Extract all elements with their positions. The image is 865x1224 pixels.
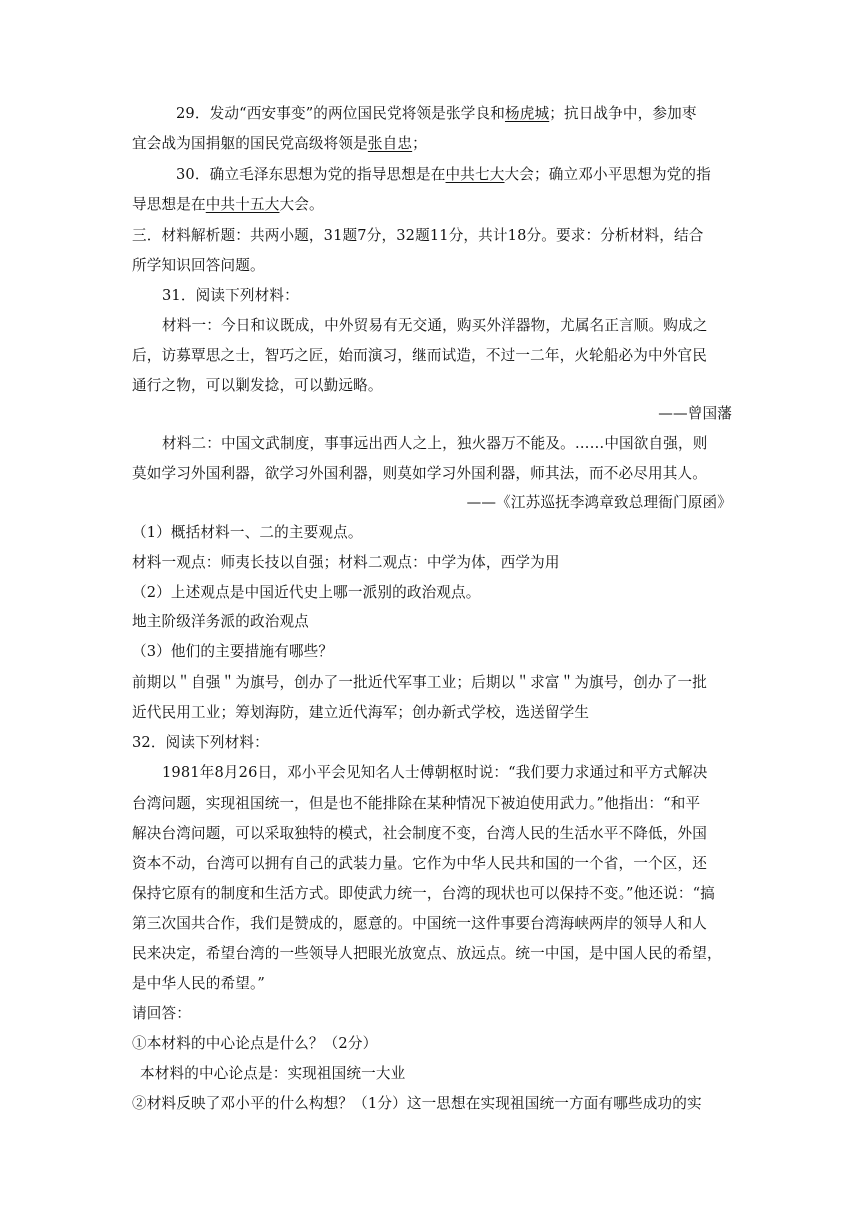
q30-line-2: [132, 195, 732, 215]
section3-heading-cont: 所学知识回答问题。: [132, 257, 265, 274]
q30-text-c: 大会；确立邓小平思想为党的指: [504, 166, 711, 183]
q31-material2-source: ——《江苏巡抚李鸿章致总理衙门原函》: [466, 494, 732, 511]
q31-sub1-answer: 材料一观点：师夷长技以自强；材料二观点：中学为体，西学为用: [132, 554, 560, 571]
q30-answer-2: 中共十五大: [205, 196, 280, 213]
q32-sub1-answer: 本材料的中心论点是：实现祖国统一大业: [140, 1065, 406, 1082]
q30-text-d: 导思想是在: [132, 196, 206, 213]
q29-line-2: [132, 134, 732, 154]
q32-paragraph-line-7: 民来决定，希望台湾的一些领导人把眼光放宽点、放远点。统一中国，是中国人民的希望，: [132, 945, 722, 962]
q32-paragraph-line-4: 资本不动，台湾可以拥有自己的武装力量。它作为中华人民共和国的一个省，一个区，还: [132, 855, 708, 872]
q30-text-f: 大会。: [279, 196, 324, 213]
q30-line-1: [176, 165, 732, 185]
q32-ask: 请回答：: [132, 1005, 191, 1022]
q31-sub1-question: （1）概括材料一、二的主要观点。: [132, 524, 363, 541]
q31-material1-line-3: 通行之物，可以剿发捻，可以勤远略。: [132, 377, 383, 394]
q32-paragraph-line-2: 台湾问题，实现祖国统一，但是也不能排除在某种情况下被迫使用武力。”他指出：“和平: [132, 795, 701, 812]
q32-sub2-question: ②材料反映了邓小平的什么构想？（1分）这一思想在实现祖国统一方面有哪些成功的实: [132, 1095, 702, 1112]
q32-paragraph-line-8: 是中华人民的希望。”: [132, 975, 266, 992]
q31-material2-line-1: 材料二：中国文武制度，事事远出西人之上，独火器万不能及。……中国欲自强，则: [162, 435, 708, 452]
q31-sub2-answer: 地主阶级洋务派的政治观点: [132, 613, 309, 630]
q29-text-c: ；抗日战争中，参加枣: [549, 105, 697, 122]
q31-material1-source: ——曾国藩: [658, 405, 732, 422]
q29-line-1: [176, 104, 732, 124]
q32-paragraph-line-3: 解决台湾问题，可以采取独特的模式，社会制度不变，台湾人民的生活水平不降低，外国: [132, 825, 708, 842]
q31-material1-line-2: 后，访募覃思之士，智巧之匠，始而演习，继而试造，不过一二年，火轮船必为中外官民: [132, 347, 708, 364]
q31-sub3-answer-line-1: 前期以＂自强＂为旗号，创办了一批近代军事工业；后期以＂求富＂为旗号，创办了一批: [132, 674, 708, 691]
q29-text-a: 29．发动“西安事变”的两位国民党将领是张学良和: [176, 105, 505, 122]
q32-paragraph-line-6: 第三次国共合作，我们是赞成的，愿意的。中国统一这件事要台湾海峡两岸的领导人和人: [132, 915, 708, 932]
q32-intro: 32．阅读下列材料：: [132, 734, 269, 751]
q31-sub3-answer-line-2: 近代民用工业；筹划海防，建立近代海军；创办新式学校，选送留学生: [132, 704, 590, 721]
q31-material1-line-1: 材料一：今日和议既成，中外贸易有无交通，购买外洋器物，尤属名正言顺。购成之: [162, 317, 708, 334]
q32-paragraph-line-1: 1981年8月26日，邓小平会见知名人士傅朝枢时说：“我们要力求通过和平方式解决: [162, 764, 708, 781]
q32-sub1-question: ①本材料的中心论点是什么？（2分）: [132, 1035, 378, 1052]
section3-heading: 三．材料解析题：共两小题，31题7分，32题11分，共计18分。要求：分析材料，结合: [132, 227, 704, 244]
q29-answer-1: 杨虎城: [504, 105, 550, 122]
q29-text-d: 宜会战为国捐躯的国民党高级将领是: [132, 135, 368, 152]
q30-answer-1: 中共七大: [445, 166, 505, 183]
q32-paragraph-line-5: 保持它原有的制度和生活方式。即使武力统一，台湾的现状也可以保持不变。”他还说：“搞: [132, 885, 715, 902]
q31-intro: 31．阅读下列材料：: [162, 287, 299, 304]
q29-text-f: ；: [412, 135, 427, 152]
q31-sub2-question: （2）上述观点是中国近代史上哪一派别的政治观点。: [132, 584, 481, 601]
q31-sub3-question: （3）他们的主要措施有哪些？: [132, 643, 334, 660]
q30-text-a: 30．确立毛泽东思想为党的指导思想是在: [176, 166, 446, 183]
q29-answer-2: 张自忠: [367, 135, 413, 152]
q31-material2-line-2: 莫如学习外国利器，欲学习外国利器，则莫如学习外国利器，师其法，而不必尽用其人。: [132, 465, 708, 482]
